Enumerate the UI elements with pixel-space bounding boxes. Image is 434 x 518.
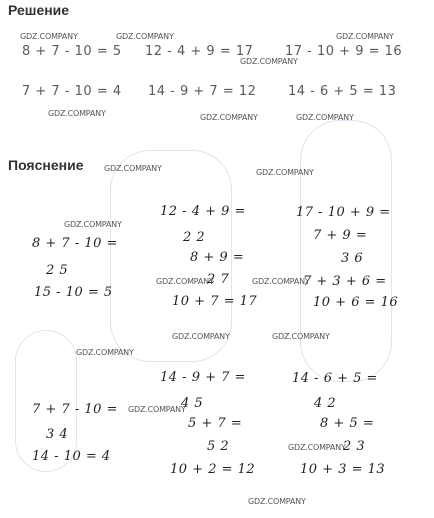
explanation-2-step2: 10 + 7 = 17 bbox=[172, 294, 258, 309]
solution-equation-4: 7 + 7 - 10 = 4 bbox=[22, 84, 122, 99]
watermark-text: GDZ.COMPANY bbox=[272, 332, 330, 341]
solution-heading: Решение bbox=[8, 2, 70, 18]
explanation-6-split: 4 2 bbox=[314, 396, 337, 411]
watermark-text: GDZ.COMPANY bbox=[256, 168, 314, 177]
watermark-text: GDZ.COMPANY bbox=[76, 348, 134, 357]
watermark-text: GDZ.COMPANY bbox=[296, 113, 354, 122]
watermark-text: GDZ.COMPANY bbox=[116, 32, 174, 41]
explanation-6-split2: 2 3 bbox=[343, 439, 366, 454]
explanation-1-step: 15 - 10 = 5 bbox=[34, 285, 113, 300]
watermark-text: GDZ.COMPANY bbox=[336, 32, 394, 41]
solution-equation-2: 12 - 4 + 9 = 17 bbox=[145, 44, 254, 59]
explanation-heading: Пояснение bbox=[8, 157, 84, 173]
watermark-text: GDZ.COMPANY bbox=[240, 57, 298, 66]
watermark-text: GDZ.COMPANY bbox=[156, 277, 214, 286]
explanation-5-step1: 5 + 7 = bbox=[188, 416, 243, 431]
watermark-text: GDZ.COMPANY bbox=[104, 164, 162, 173]
explanation-5-split: 4 5 bbox=[181, 396, 204, 411]
watermark-text: GDZ.COMPANY bbox=[252, 277, 310, 286]
explanation-2-split2: 2 7 bbox=[207, 272, 230, 287]
explanation-4-step: 14 - 10 = 4 bbox=[32, 449, 111, 464]
watermark-text: GDZ.COMPANY bbox=[172, 332, 230, 341]
solution-equation-1: 8 + 7 - 10 = 5 bbox=[22, 44, 122, 59]
watermark-text: GDZ.COMPANY bbox=[200, 113, 258, 122]
watermark-text: GDZ.COMPANY bbox=[128, 405, 186, 414]
explanation-6-equation: 14 - 6 + 5 = bbox=[292, 371, 378, 386]
explanation-6-step2: 10 + 3 = 13 bbox=[300, 462, 386, 477]
watermark-text: GDZ.COMPANY bbox=[248, 497, 306, 506]
explanation-3-step3: 10 + 6 = 16 bbox=[313, 295, 399, 310]
explanation-5-step2: 10 + 2 = 12 bbox=[170, 462, 256, 477]
explanation-5-split2: 5 2 bbox=[207, 439, 230, 454]
solution-equation-5: 14 - 9 + 7 = 12 bbox=[148, 84, 257, 99]
explanation-4-equation: 7 + 7 - 10 = bbox=[32, 402, 118, 417]
watermark-text: GDZ.COMPANY bbox=[64, 220, 122, 229]
explanation-3-equation: 17 - 10 + 9 = bbox=[296, 205, 391, 220]
explanation-5-equation: 14 - 9 + 7 = bbox=[160, 370, 246, 385]
explanation-1-split: 2 5 bbox=[46, 263, 69, 278]
watermark-text: GDZ.COMPANY bbox=[48, 109, 106, 118]
explanation-3-step1: 7 + 9 = bbox=[313, 228, 368, 243]
explanation-3-step2: 7 + 3 + 6 = bbox=[303, 274, 387, 289]
explanation-3-split: 3 6 bbox=[341, 251, 364, 266]
watermark-text: GDZ.COMPANY bbox=[288, 443, 346, 452]
explanation-1-equation: 8 + 7 - 10 = bbox=[32, 236, 118, 251]
solution-equation-3: 17 - 10 + 9 = 16 bbox=[285, 44, 403, 59]
explanation-4-split: 3 4 bbox=[46, 427, 69, 442]
solution-equation-6: 14 - 6 + 5 = 13 bbox=[288, 84, 397, 99]
explanation-6-step1: 8 + 5 = bbox=[320, 416, 375, 431]
explanation-2-equation: 12 - 4 + 9 = bbox=[160, 204, 246, 219]
watermark-text: GDZ.COMPANY bbox=[20, 32, 78, 41]
explanation-2-step1: 8 + 9 = bbox=[190, 250, 245, 265]
explanation-2-split: 2 2 bbox=[183, 230, 206, 245]
